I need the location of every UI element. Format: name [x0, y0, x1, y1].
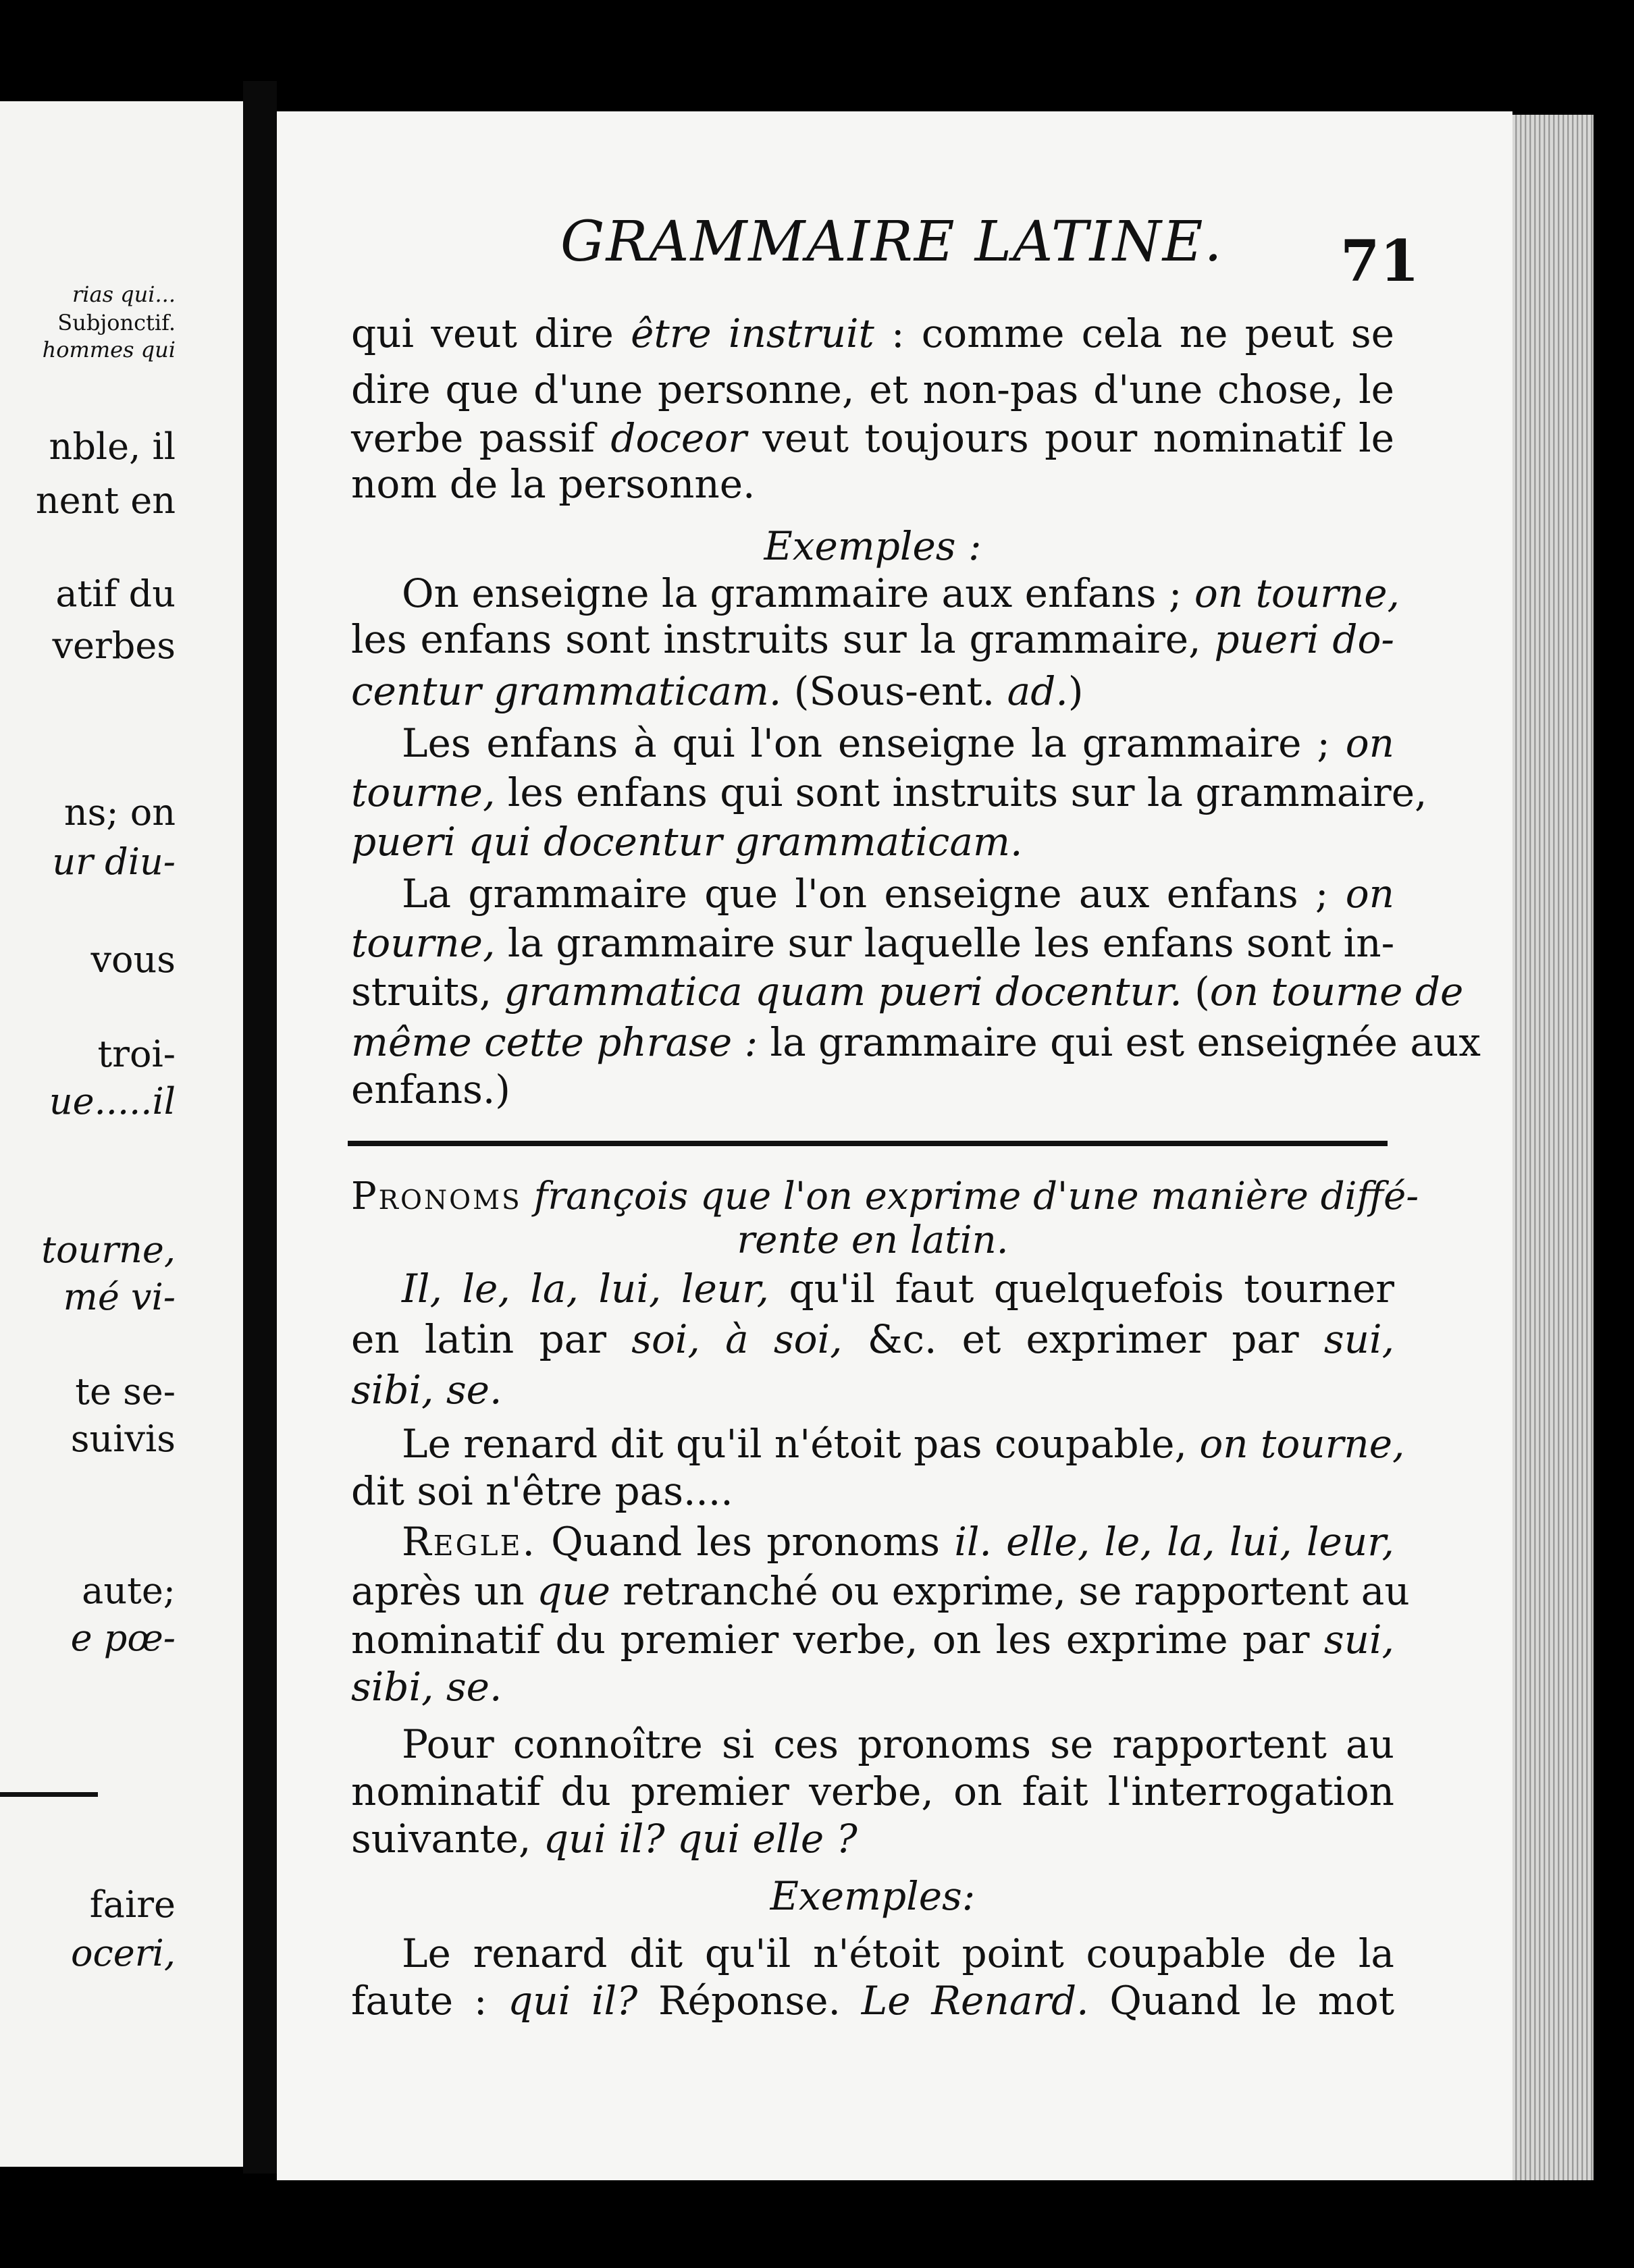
left-fragment: vous — [90, 938, 176, 981]
left-fragment: oceri, — [71, 1932, 176, 1974]
left-fragment: ns; on — [63, 791, 176, 834]
text-line: dire que d'une personne, et non-pas d'une chose, le — [351, 367, 1394, 412]
left-fragment: verbes — [52, 624, 176, 667]
text-line: Il, le, la, lui, leur, qu'il faut quelquefois tourner — [402, 1266, 1394, 1312]
text-line: après un que retranché ou exprime, se rapportent au — [351, 1568, 1410, 1614]
left-fragment: troi- — [97, 1033, 176, 1075]
section-title: Pronoms françois que l'on exprime d'une manière diffé- — [351, 1174, 1419, 1218]
page-number: 71 — [1340, 227, 1419, 294]
left-fragment: nble, il — [49, 425, 176, 468]
left-fragment: mé vi- — [63, 1276, 176, 1318]
left-fragment: ur diu- — [52, 840, 176, 883]
left-fragment: faire — [89, 1883, 176, 1926]
left-fragment: ue.....il — [49, 1080, 176, 1123]
left-fragment: e pœ- — [70, 1617, 176, 1659]
text-line: nominatif du premier verbe, on les exprime par sui, — [351, 1617, 1394, 1663]
section-divider — [348, 1141, 1388, 1146]
text-line: nominatif du premier verbe, on fait l'interrogation — [351, 1769, 1394, 1814]
text-line: Pour connoître si ces pronoms se rapportent au — [402, 1721, 1394, 1767]
text-line: verbe passif doceor veut toujours pour nominatif le — [351, 415, 1394, 461]
text-line: centur grammaticam. (Sous-ent. ad.) — [351, 668, 1084, 714]
text-line: Les enfans à qui l'on enseigne la grammaire ; on — [402, 720, 1394, 766]
left-divider — [0, 1792, 98, 1797]
left-page — [0, 101, 243, 2167]
left-fragment: tourne, — [41, 1228, 176, 1271]
left-fragment: Subjonctif. — [57, 310, 176, 335]
text-line: dit soi n'être pas.... — [351, 1468, 733, 1514]
text-line: Le renard dit qu'il n'étoit point coupable de la — [402, 1931, 1394, 1976]
left-fragment: nent en — [35, 479, 176, 522]
text-line: en latin par soi, à soi, &c. et exprimer par sui, — [351, 1316, 1395, 1362]
text-line: pueri qui docentur grammaticam. — [351, 819, 1023, 865]
left-fragment: hommes qui — [42, 337, 176, 362]
running-header: GRAMMAIRE LATINE. — [560, 210, 1223, 274]
left-fragment: rias qui... — [72, 281, 176, 307]
text-line: On enseigne la grammaire aux enfans ; on tourne, — [402, 570, 1400, 616]
text-line: Le renard dit qu'il n'étoit pas coupable, on tourne, — [402, 1421, 1405, 1467]
text-line: qui veut dire être instruit : comme cela ne peut se — [351, 310, 1394, 356]
exemples-heading: Exemples : — [764, 523, 982, 569]
text-line: tourne, la grammaire sur laquelle les enfans sont in- — [351, 920, 1395, 966]
left-fragment: suivis — [70, 1418, 176, 1460]
text-line: sibi, se. — [351, 1367, 502, 1413]
left-fragment: te se- — [75, 1370, 176, 1413]
book-gutter — [243, 81, 277, 2174]
text-line: Regle. Quand les pronoms il. elle, le, la, lui, leur, — [402, 1519, 1394, 1565]
left-fragment: atif du — [55, 572, 176, 615]
exemples-heading: Exemples: — [770, 1873, 976, 1919]
text-line: faute : qui il? Réponse. Le Renard. Quand le mot — [351, 1978, 1395, 2024]
section-title: rente en latin. — [737, 1218, 1009, 1262]
text-line: enfans.) — [351, 1066, 510, 1112]
text-line: suivante, qui il? qui elle ? — [351, 1816, 858, 1862]
page-edges — [1512, 115, 1593, 2180]
text-line: même cette phrase : la grammaire qui est enseignée aux — [351, 1019, 1481, 1065]
left-fragment: aute; — [82, 1569, 176, 1612]
text-line: nom de la personne. — [351, 461, 756, 507]
text-line: tourne, les enfans qui sont instruits sur la grammaire, — [351, 770, 1427, 815]
text-line: La grammaire que l'on enseigne aux enfans ; on — [402, 871, 1394, 917]
text-line: les enfans sont instruits sur la grammaire, pueri do- — [351, 616, 1394, 662]
text-line: struits, grammatica quam pueri docentur. (on tourne de — [351, 969, 1464, 1015]
text-line: sibi, se. — [351, 1664, 502, 1710]
